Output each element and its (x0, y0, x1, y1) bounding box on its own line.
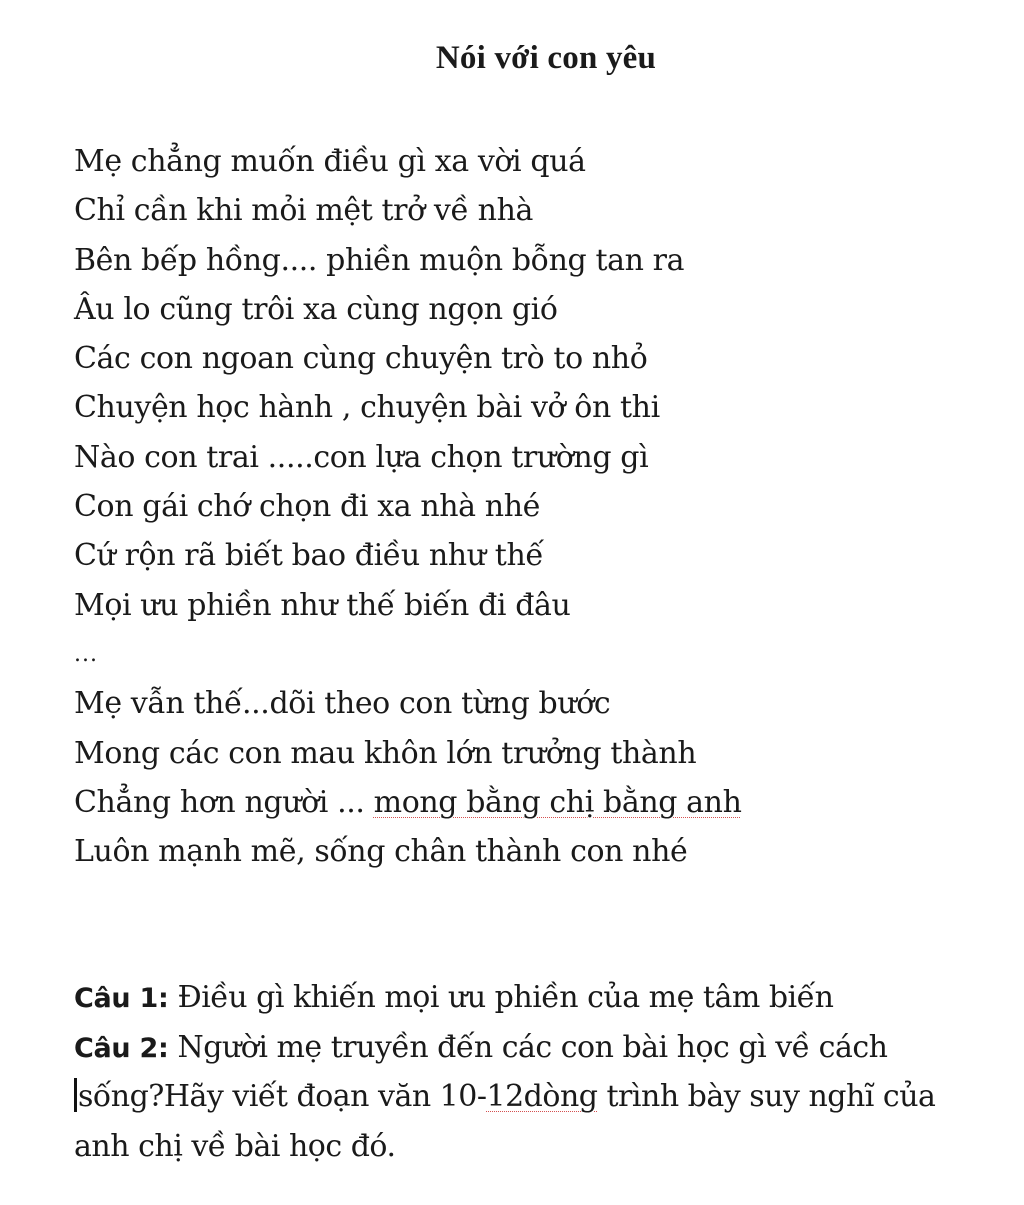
poem-line-underlined (74, 778, 974, 827)
text-cursor (74, 1078, 77, 1112)
questions-block (74, 973, 974, 1171)
question-2-text-part: sống?Hãy viết đoạn văn 10- (78, 1079, 487, 1114)
poem-line: Các con ngoan cùng chuyện trò to nhỏ (74, 341, 648, 377)
question-1 (74, 973, 974, 1023)
poem-line: Mẹ chẳng muốn điều gì xa vời quá (74, 144, 586, 179)
poem-body (74, 137, 974, 876)
poem-line: Cứ rộn rã biết bao điều như thế (74, 538, 544, 574)
poem-line: Mọi ưu phiền như thế biến đi đâu (74, 587, 571, 623)
question-1-label: Câu 1: (74, 983, 169, 1014)
question-2-text: Người mẹ truyền đến các con bài học gì về cách (168, 1029, 888, 1065)
spellcheck-underline-text: mong bằng chị bằng anh (373, 784, 742, 820)
poem-line: Chuyện học hành , chuyện bài vở ôn thi (74, 390, 660, 426)
question-2-continued: anh chị về bài học đó. (74, 1128, 396, 1164)
question-2-label: Câu 2: (74, 1032, 169, 1064)
poem-line: Nào con trai .....con lựa chọn trường gì (74, 439, 649, 475)
poem-line: Mẹ vẫn thế...dõi theo con từng bước (74, 686, 611, 722)
poem-line: Âu lo cũng trôi xa cùng ngọn gió (74, 291, 558, 327)
poem-ellipsis: ... (74, 641, 98, 667)
spellcheck-underline-text: 12dòng (486, 1079, 598, 1114)
question-2-continued[interactable] (74, 1072, 974, 1122)
poem-title: Nói với con yêu (435, 40, 657, 76)
poem-line: Con gái chớ chọn đi xa nhà nhé (74, 489, 540, 525)
poem-line: Bên bếp hồng.... phiền muộn bỗng tan ra (74, 242, 685, 278)
question-2 (74, 1023, 974, 1073)
poem-line: Chỉ cần khi mỏi mệt trở về nhà (74, 193, 533, 229)
question-2-text-part: trình bày suy nghĩ của (597, 1079, 936, 1114)
question-1-text: Điều gì khiến mọi ưu phiền của mẹ tâm biến (168, 980, 834, 1015)
poem-line-start: Chẳng hơn người ... (74, 784, 374, 820)
poem-line: Luôn mạnh mẽ, sống chân thành con nhé (74, 834, 688, 870)
poem-line: Mong các con mau khôn lớn trưởng thành (74, 735, 697, 771)
